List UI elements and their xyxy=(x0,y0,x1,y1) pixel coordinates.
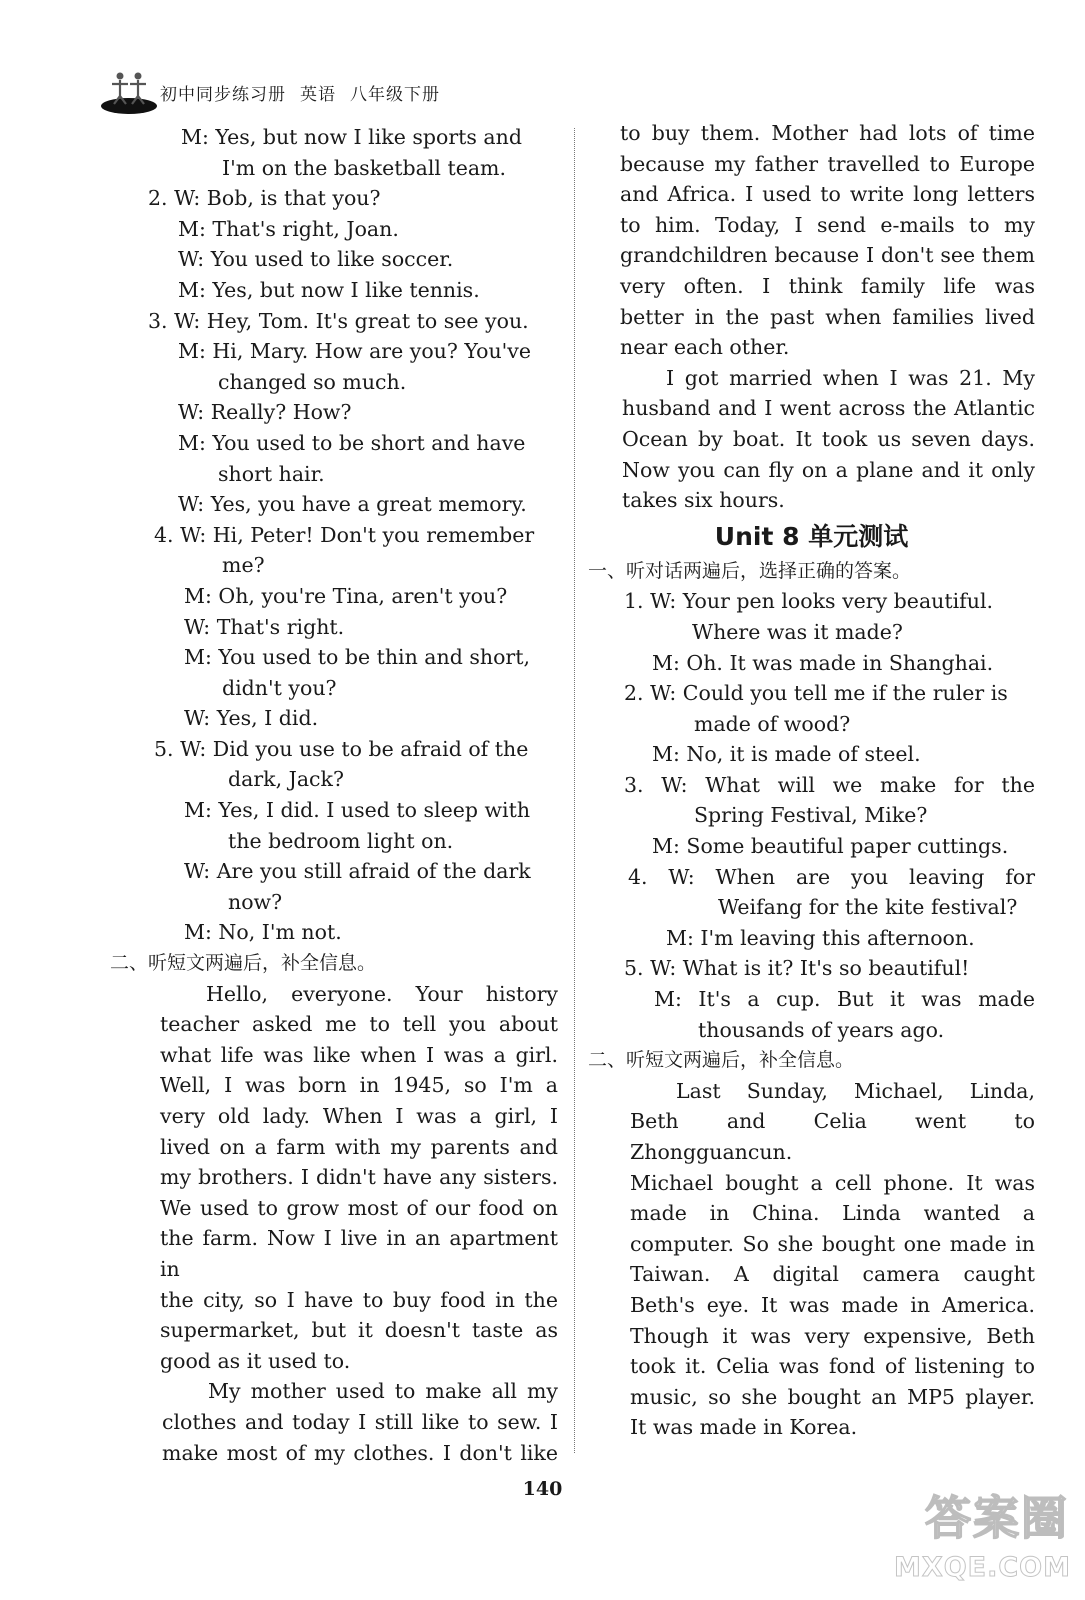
page-header xyxy=(100,66,500,116)
book-logo-icon xyxy=(100,66,158,116)
text-line: I'm on the basketball team. xyxy=(222,155,507,180)
text-line: grandchildren because I don't see them xyxy=(620,243,1035,268)
text-line: 3. W: What will we make for the xyxy=(624,772,1035,797)
header-text xyxy=(160,80,454,105)
text-line: We used to grow most of our food on xyxy=(160,1195,558,1220)
text-line: 5. W: What is it? It's so beautiful! xyxy=(624,956,970,981)
watermark xyxy=(890,1482,1075,1594)
text-line: because my father travelled to Europe xyxy=(620,151,1035,176)
subject-label: 英语 xyxy=(300,85,336,105)
text-line: supermarket, but it doesn't taste as xyxy=(160,1318,558,1343)
text-line: husband and I went across the Atlantic xyxy=(622,396,1035,421)
text-line: It was made in Korea. xyxy=(630,1415,858,1440)
text-line: Though it was very expensive, Beth xyxy=(630,1323,1035,1348)
right-column-test xyxy=(588,556,1035,1443)
text-line: M: That's right, Joan. xyxy=(178,216,399,241)
text-line: M: Some beautiful paper cuttings. xyxy=(652,834,1009,859)
text-line: thousands of years ago. xyxy=(698,1017,945,1042)
text-line: Beth and Celia went to Zhongguancun. xyxy=(630,1109,1035,1164)
text-line: computer. So she bought one made in xyxy=(630,1231,1035,1256)
text-line: short hair. xyxy=(218,461,325,486)
text-line: good as it used to. xyxy=(160,1348,351,1373)
text-line: M: Hi, Mary. How are you? You've xyxy=(178,339,532,364)
text-line: Last Sunday, Michael, Linda, xyxy=(676,1078,1035,1103)
right-column xyxy=(588,118,1035,1443)
text-line: Spring Festival, Mike? xyxy=(694,803,928,828)
text-line: to him. Today, I send e-mails to my xyxy=(620,212,1035,237)
text-line: very often. I think family life was xyxy=(620,273,1035,298)
text-line: M: You used to be thin and short, xyxy=(184,645,530,670)
page-number: 140 xyxy=(522,1478,563,1500)
text-line: Beth's eye. It was made in America. xyxy=(630,1292,1035,1317)
right-column-passage xyxy=(588,118,1035,516)
text-line: M: You used to be short and have xyxy=(178,430,526,455)
text-line: very old lady. When I was a girl, I xyxy=(160,1104,558,1128)
text-line: W: That's right. xyxy=(184,614,345,639)
watermark-logo-text: 答案圈 xyxy=(925,1491,1069,1545)
text-line: W: Really? How? xyxy=(178,400,352,425)
section-heading: 二、听短文两遍后，补全信息。 xyxy=(110,952,377,975)
text-line: lived on a farm with my parents and xyxy=(160,1134,558,1159)
left-column xyxy=(110,122,558,1468)
text-line: Now you can fly on a plane and it only xyxy=(622,457,1035,482)
text-line: Weifang for the kite festival? xyxy=(718,895,1018,920)
text-line: the farm. Now I live in an apartment in xyxy=(160,1226,558,1281)
text-line: near each other. xyxy=(620,335,790,360)
text-line: changed so much. xyxy=(218,369,407,394)
text-line: Hello, everyone. Your history xyxy=(206,981,558,1006)
text-line: M: I'm leaving this afternoon. xyxy=(666,925,975,950)
text-line: made of wood? xyxy=(694,711,851,736)
text-line: M: Oh. It was made in Shanghai. xyxy=(652,650,994,675)
text-line: what life was like when I was a girl. xyxy=(160,1042,558,1067)
text-line: M: Oh, you're Tina, aren't you? xyxy=(184,583,508,608)
text-line: M: Yes, I did. I used to sleep with xyxy=(184,798,531,823)
text-line: takes six hours. xyxy=(622,488,785,513)
section-heading: 二、听短文两遍后，补全信息。 xyxy=(588,1049,855,1072)
text-line: make most of my clothes. I don't like xyxy=(162,1440,558,1465)
text-line: 1. W: Your pen looks very beautiful. xyxy=(624,589,994,614)
text-line: M: Yes, but now I like sports and xyxy=(181,125,522,149)
text-line: My mother used to make all my xyxy=(208,1379,558,1404)
text-line: Where was it made? xyxy=(692,619,903,644)
text-line: M: No, I'm not. xyxy=(184,920,342,945)
text-line: M: Yes, but now I like tennis. xyxy=(178,277,480,302)
text-line: clothes and today I still like to sew. I xyxy=(162,1409,558,1434)
text-line: teacher asked me to tell you about xyxy=(160,1012,558,1037)
text-line: 4. W: Hi, Peter! Don't you remember xyxy=(154,522,535,547)
text-line: Taiwan. A digital camera caught xyxy=(630,1262,1035,1287)
text-line: W: Yes, I did. xyxy=(184,706,319,731)
text-line: now? xyxy=(228,889,283,914)
grade-label: 八年级下册 xyxy=(350,85,440,105)
text-line: the city, so I have to buy food in the xyxy=(160,1287,558,1312)
text-line: took it. Celia was fond of listening to xyxy=(630,1354,1035,1379)
section-heading: 一、听对话两遍后，选择正确的答案。 xyxy=(588,559,912,582)
text-line: Well, I was born in 1945, so I'm a xyxy=(160,1073,558,1098)
text-line: my brothers. I didn't have any sisters. xyxy=(160,1165,558,1190)
text-line: to buy them. Mother had lots of time xyxy=(620,121,1035,145)
unit-title: Unit 8 单元测试 xyxy=(714,521,909,551)
text-line: 3. W: Hey, Tom. It's great to see you. xyxy=(148,308,529,333)
text-line: Ocean by boat. It took us seven days. xyxy=(622,426,1035,451)
book-title: 初中同步练习册 xyxy=(160,85,286,105)
text-line: 5. W: Did you use to be afraid of the xyxy=(154,736,529,761)
text-line: 2. W: Could you tell me if the ruler is xyxy=(624,681,1008,706)
text-line: better in the past when families lived xyxy=(620,304,1035,329)
text-line: W: Are you still afraid of the dark xyxy=(184,859,531,884)
text-line: M: It's a cup. But it was made xyxy=(654,987,1035,1012)
watermark-site: MXQE.COM xyxy=(894,1552,1071,1583)
text-line: made in China. Linda wanted a xyxy=(630,1201,1035,1226)
text-line: me? xyxy=(222,553,265,578)
text-line: W: You used to like soccer. xyxy=(178,247,454,272)
text-line: and Africa. I used to write long letters xyxy=(620,182,1035,207)
text-line: W: Yes, you have a great memory. xyxy=(178,492,527,517)
text-line: 2. W: Bob, is that you? xyxy=(148,186,381,211)
text-line: music, so she bought an MP5 player. xyxy=(630,1384,1035,1409)
text-line: Michael bought a cell phone. It was xyxy=(630,1170,1035,1195)
column-divider xyxy=(574,128,575,1453)
text-line: 4. W: When are you leaving for xyxy=(628,864,1035,889)
text-line: I got married when I was 21. My xyxy=(666,365,1035,390)
text-line: the bedroom light on. xyxy=(228,828,454,853)
text-line: didn't you? xyxy=(222,675,337,700)
text-line: dark, Jack? xyxy=(228,767,344,792)
text-line: M: No, it is made of steel. xyxy=(652,742,921,767)
